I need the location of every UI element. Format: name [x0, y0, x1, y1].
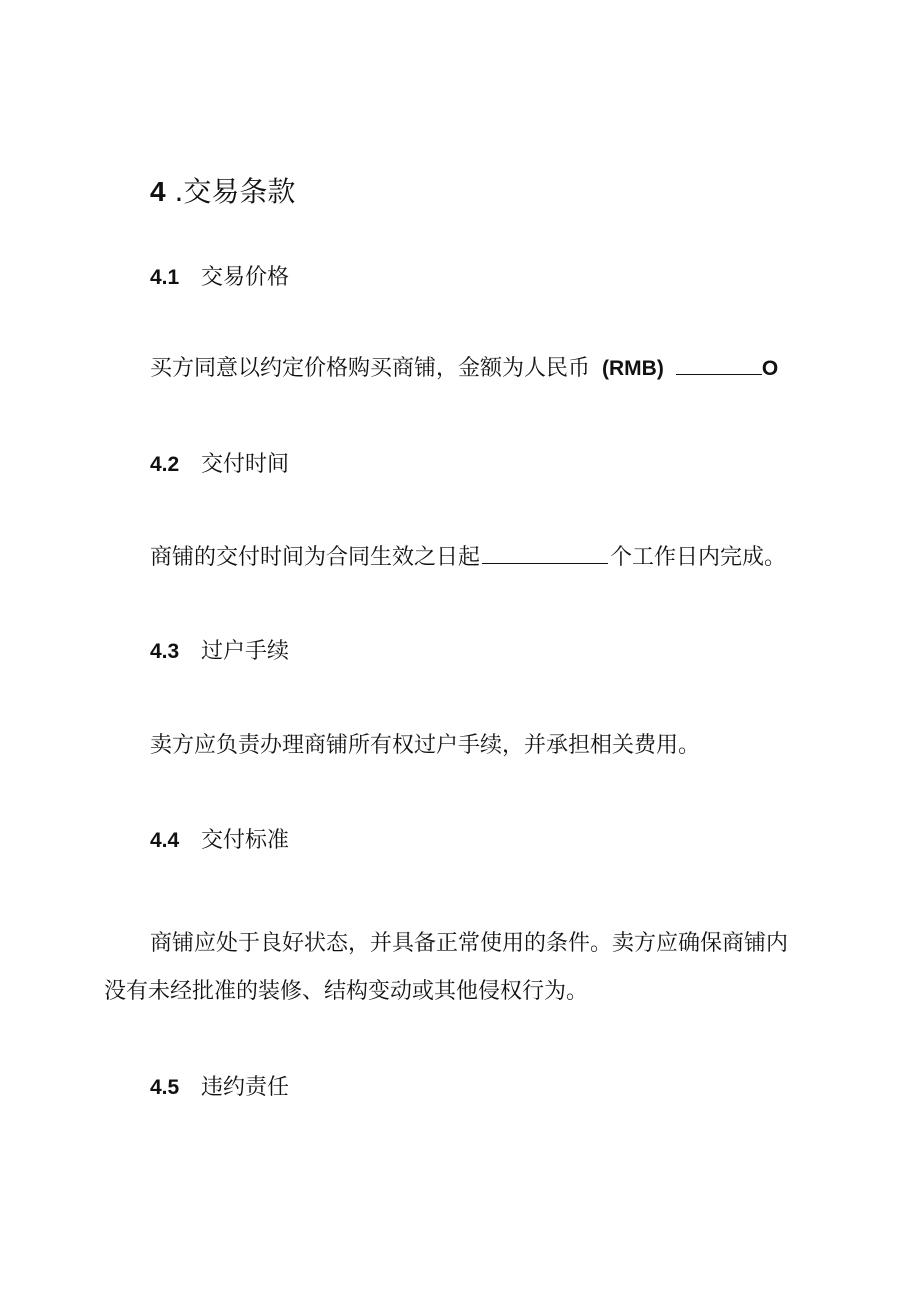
clause-title: 违约责任: [201, 1075, 290, 1100]
clause-title: 交付时间: [201, 452, 290, 477]
clause-heading-4-2: [150, 449, 289, 481]
clause-title: 交付标准: [201, 828, 290, 853]
clause-heading-4-4: [150, 825, 289, 857]
clause-text: 买方同意以约定价格购买商铺，金额为人民币: [150, 356, 591, 381]
clause-text: 商铺的交付时间为合同生效之日起: [150, 545, 481, 570]
clause-heading-4-5: [150, 1072, 289, 1104]
clause-body-4-1: [150, 352, 778, 385]
clause-number: 4.5: [150, 1076, 180, 1099]
clause-number: 4.1: [150, 266, 180, 289]
days-blank: [482, 541, 608, 564]
clause-title: 过户手续: [201, 639, 290, 664]
clause-number: 4.4: [150, 829, 180, 852]
price-blank: [676, 352, 762, 375]
clause-body-4-2: [150, 541, 786, 574]
clause-heading-4-1: [150, 262, 289, 294]
clause-number: 4.3: [150, 640, 180, 663]
clause-title: 交易价格: [201, 265, 290, 290]
section-number: 4: [150, 176, 166, 207]
clause-body-4-4: 商铺应处于良好状态，并具备正常使用的条件。卖方应确保商铺内没有未经批准的装修、结构变动或其他侵权行为。: [104, 931, 789, 1004]
clause-text-end: O: [761, 357, 779, 380]
clause-body-4-3: 卖方应负责办理商铺所有权过户手续，并承担相关费用。: [150, 733, 701, 758]
clause-number: 4.2: [150, 453, 180, 476]
currency-code: (RMB): [602, 357, 664, 380]
section-title: .交易条款: [174, 175, 296, 208]
section-heading: [150, 172, 295, 212]
clause-text-end: 个工作日内完成。: [610, 545, 787, 570]
clause-heading-4-3: [150, 636, 289, 668]
